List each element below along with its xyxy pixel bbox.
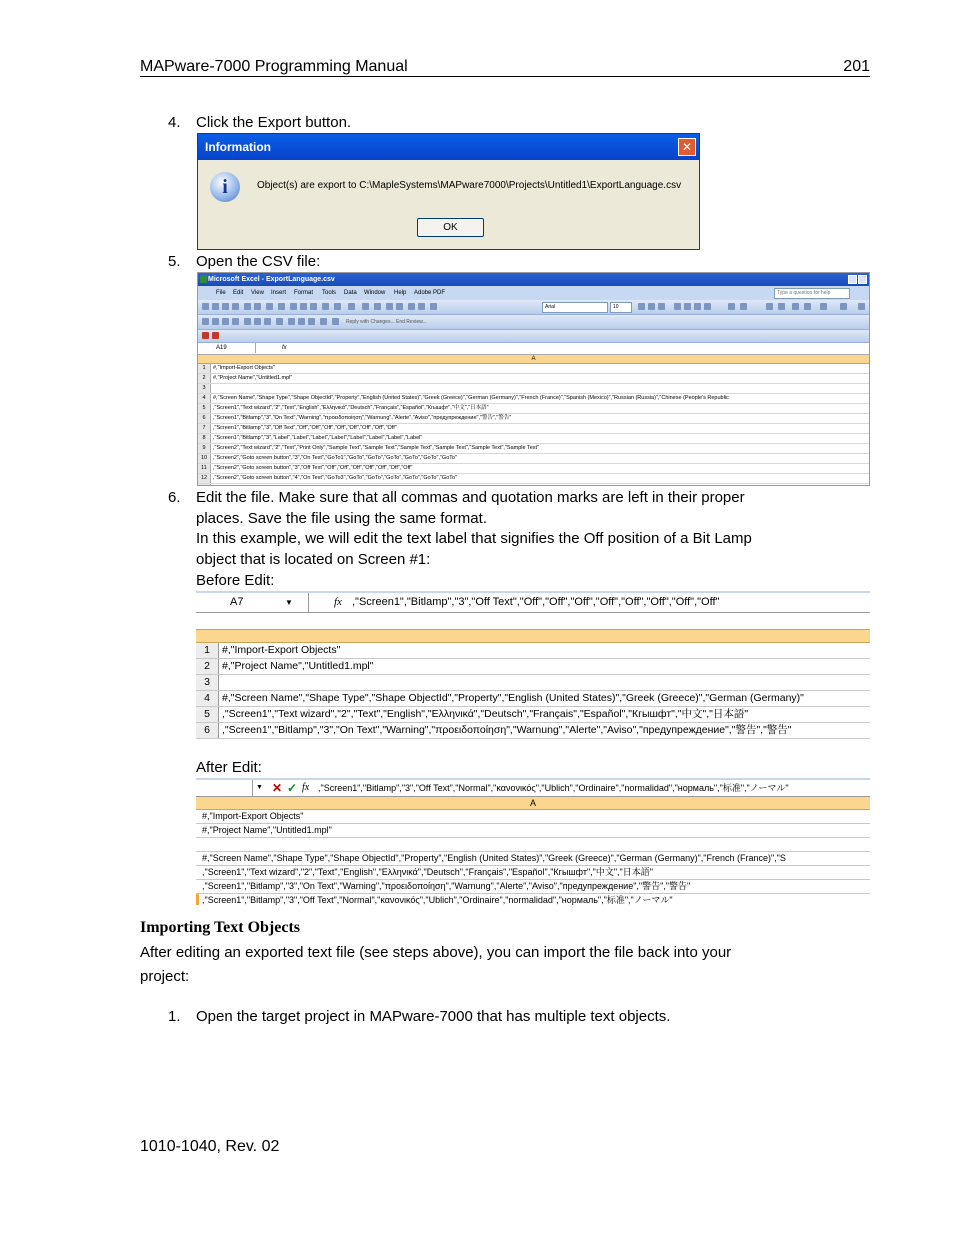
review-icon[interactable] [320, 318, 327, 325]
cell[interactable]: ,"Screen1","Bitlamp","3","Off Text","Normal","κανονικός","Ublich","Ordinaire","normalidad","нормаль","标准","ノーマル" [196, 894, 870, 905]
table-row [196, 723, 870, 739]
cell[interactable]: ,"Screen2","Goto screen button","4","On Text","GoTo3","GoTo","GoTo","GoTo","GoTo","GoTo","GoTo" [213, 475, 458, 481]
cell[interactable]: #,"Import-Export Objects" [213, 365, 275, 371]
fill-color-icon[interactable] [840, 303, 847, 310]
step-text: Open the CSV file: [196, 253, 321, 270]
spelling-icon[interactable] [266, 303, 273, 310]
standard-toolbar [198, 300, 869, 315]
maximize-icon[interactable] [858, 275, 867, 284]
before-edit-screenshot [196, 591, 870, 739]
review-icon[interactable] [222, 318, 229, 325]
review-icon[interactable] [308, 318, 315, 325]
excel-menu-bar [198, 286, 869, 300]
step-6-line-3: In this example, we will edit the text label that signifies the Off position of a Bit Lamp [196, 530, 752, 547]
borders-icon[interactable] [820, 303, 827, 310]
dialog-title: Information [198, 134, 699, 160]
cell[interactable]: #,"Screen Name","Shape Type","Shape ObjectId","Property","English (United States)","Greek (Greece)","German (Germany)","French (France)","Spanish (Mexico)","Russian (Russia)","Chinese (People's Republic [213, 395, 729, 401]
formula-bar [198, 343, 869, 355]
close-icon[interactable]: ✕ [678, 138, 696, 156]
table-row [196, 643, 870, 659]
copy-icon[interactable] [300, 303, 307, 310]
import-intro-line-2: project: [140, 968, 190, 985]
cell[interactable]: #,"Import-Export Objects" [196, 810, 870, 824]
table-row [198, 444, 869, 454]
cell[interactable]: ,"Screen1","Bitlamp","3","Label","Label","Label","Label","Label","Label","Label","Label" [213, 435, 423, 441]
preview-icon[interactable] [254, 303, 261, 310]
formula-bar [196, 593, 870, 613]
table-row [198, 424, 869, 434]
cell[interactable]: #,"Screen Name","Shape Type","Shape ObjectId","Property","English (United States)","Greek (Greece)","German (Germany)" [222, 692, 804, 704]
step-text: Click the Export button. [196, 114, 352, 131]
info-icon: i [210, 172, 240, 202]
extra-toolbar [198, 330, 869, 343]
font-color-icon[interactable] [858, 303, 865, 310]
review-icon[interactable] [332, 318, 339, 325]
review-icon[interactable] [212, 318, 219, 325]
font-name-select[interactable]: Arial [542, 302, 608, 313]
name-box[interactable]: A19 [200, 343, 256, 353]
menu-adobe-pdf[interactable]: Adobe PDF [414, 290, 446, 296]
chevron-down-icon[interactable]: ▼ [285, 598, 293, 607]
cell[interactable]: ,"Screen1","Bitlamp","3","On Text","Warning","προειδοποίηση","Warnung","Alerte","Aviso","предупреждение","警告","警告" [196, 880, 870, 894]
restore-icon[interactable] [848, 275, 857, 284]
step-number: 5. [168, 253, 181, 270]
table-row [198, 414, 869, 424]
sheet-rows [198, 364, 869, 486]
pdf-icon[interactable] [202, 332, 209, 339]
cell[interactable]: #,"Project Name","Untitled1.mpl" [196, 824, 870, 838]
currency-icon[interactable] [728, 303, 735, 310]
row-number[interactable]: 10 [198, 454, 211, 463]
table-row [198, 404, 869, 414]
document-id: 1010-1040, Rev. 02 [140, 1138, 280, 1155]
increase-decimal-icon[interactable] [766, 303, 773, 310]
row-number[interactable]: 3 [198, 384, 211, 393]
cell[interactable]: ,"Screen1","Bitlamp","3","Off Text","Off","Off","Off","Off","Off","Off","Off","Off" [213, 425, 397, 431]
chevron-down-icon[interactable]: ▼ [256, 784, 263, 791]
name-box-value: A7 [230, 596, 244, 608]
step-6-line-2: places. Save the file using the same format. [196, 510, 487, 527]
row-number[interactable]: 6 [198, 414, 211, 423]
step-5 [168, 251, 808, 272]
menu-window[interactable]: Window [364, 290, 386, 296]
sheet-rows [196, 810, 870, 905]
row-number[interactable]: 9 [198, 444, 211, 453]
cell[interactable] [196, 838, 870, 852]
step-number: 6. [168, 489, 181, 506]
align-right-icon[interactable] [694, 303, 701, 310]
table-row [198, 394, 869, 404]
cancel-icon[interactable]: ✕ [272, 781, 283, 795]
row-number[interactable]: 5 [198, 404, 211, 413]
cell[interactable]: ,"Screen1","Text wizard","2","Text","English","Ελληνικά","Deutsch","Français","Español","Кгышфт","中文","日本語" [222, 708, 749, 720]
table-row [196, 659, 870, 675]
decrease-decimal-icon[interactable] [778, 303, 785, 310]
formula-bar [196, 780, 870, 797]
cell[interactable]: ,"Screen1","Bitlamp","3","On Text","Warning","προειδοποίηση","Warnung","Alerte","Aviso","предупреждение","警告","警告" [213, 415, 512, 421]
after-edit-screenshot [196, 778, 870, 905]
review-icon[interactable] [202, 318, 209, 325]
excel-title: Microsoft Excel - ExportLanguage.csv [208, 276, 335, 283]
bold-icon[interactable] [638, 303, 645, 310]
import-step-1 [168, 1006, 808, 1027]
zoom-icon[interactable] [430, 303, 437, 310]
italic-icon[interactable] [648, 303, 655, 310]
review-icon[interactable] [264, 318, 271, 325]
row-number[interactable]: 4 [198, 394, 211, 403]
sheet-rows [196, 643, 870, 739]
table-row [196, 707, 870, 723]
cell[interactable]: #,"Screen Name","Shape Type","Shape ObjectId","Property","English (United States)","Greek (Greece)","German (Germany)","French (France)","S [196, 852, 870, 866]
menu-edit[interactable]: Edit [233, 290, 244, 296]
row-number[interactable]: 7 [198, 424, 211, 433]
table-row [198, 434, 869, 444]
format-painter-icon[interactable] [322, 303, 329, 310]
review-icon[interactable] [232, 318, 239, 325]
review-icon[interactable] [254, 318, 261, 325]
excel-title-bar [198, 273, 869, 286]
open-icon[interactable] [212, 303, 219, 310]
cell[interactable]: #,"Project Name","Untitled1.mpl" [222, 660, 374, 672]
ok-button[interactable]: OK [417, 218, 484, 237]
align-center-icon[interactable] [684, 303, 691, 310]
underline-icon[interactable] [658, 303, 665, 310]
step-4 [168, 112, 808, 133]
row-number[interactable]: 1 [196, 643, 219, 658]
step-number: 4. [168, 114, 181, 131]
before-edit-label: Before Edit: [196, 572, 275, 589]
review-commands[interactable]: Reply with Changes... End Review... [346, 319, 427, 325]
excel-window [197, 272, 870, 486]
row-number[interactable] [198, 484, 211, 486]
name-box[interactable] [196, 593, 309, 612]
formula-value[interactable]: ,"Screen1","Bitlamp","3","Off Text","Off","Off","Off","Off","Off","Off","Off","Off" [352, 596, 720, 608]
table-row [198, 464, 869, 474]
name-box[interactable] [196, 780, 253, 796]
outdent-icon[interactable] [804, 303, 811, 310]
menu-format[interactable]: Format [294, 290, 314, 296]
table-row [196, 675, 870, 691]
merge-icon[interactable] [704, 303, 711, 310]
enter-icon[interactable]: ✓ [287, 781, 298, 795]
import-intro-line-1: After editing an exported text file (see steps above), you can import the file back into your [140, 944, 732, 961]
redo-icon[interactable] [348, 303, 355, 310]
table-row [198, 364, 869, 374]
information-dialog [197, 133, 700, 250]
cell[interactable]: ,"Screen2","Text wizard","2","Text","Print Only","Sample Text","Sample Text","Sample Text","Sample Text","Sample Text","Sample Text" [213, 445, 540, 451]
permission-icon[interactable] [232, 303, 239, 310]
align-left-icon[interactable] [674, 303, 681, 310]
review-icon[interactable] [244, 318, 251, 325]
row-number[interactable]: 4 [196, 691, 219, 706]
row-number[interactable]: 11 [198, 464, 211, 473]
page-header [140, 58, 870, 77]
row-number[interactable]: 3 [196, 675, 219, 690]
percent-icon[interactable] [740, 303, 747, 310]
row-number[interactable]: 2 [196, 659, 219, 674]
excel-app-icon [200, 275, 207, 283]
row-number[interactable]: 6 [196, 723, 219, 738]
step-text: Open the target project in MAPware-7000 that has multiple text objects. [196, 1008, 671, 1025]
review-icon[interactable] [298, 318, 305, 325]
step-text: Edit the file. Make sure that all commas and quotation marks are left in their proper [196, 489, 745, 506]
table-row [198, 484, 869, 486]
review-icon[interactable] [276, 318, 283, 325]
menu-data[interactable]: Data [344, 290, 357, 296]
manual-title: MAPware-7000 Programming Manual [140, 58, 408, 75]
row-number[interactable]: 2 [198, 374, 211, 383]
undo-icon[interactable] [334, 303, 341, 310]
hyperlink-icon[interactable] [362, 303, 369, 310]
cell[interactable]: ,"Screen2","Goto screen button","3","Off Text","Off","Off","Off","Off","Off","Off","Off" [213, 465, 413, 471]
menu-file[interactable]: File [216, 290, 226, 296]
cell[interactable]: #,"Project Name","Untitled1.mpl" [213, 375, 293, 381]
row-number[interactable]: 1 [198, 364, 211, 373]
step-6-line-4: object that is located on Screen #1: [196, 551, 431, 568]
row-number[interactable]: 12 [198, 474, 211, 483]
fx-icon[interactable]: fx [282, 345, 287, 351]
cell[interactable]: ,"Screen2","Goto screen button","3","On Text","GoTo1","GoTo","GoTo","GoTo","GoTo","GoTo","GoTo" [213, 455, 458, 461]
reviewing-toolbar [198, 315, 869, 330]
cell[interactable] [213, 484, 412, 486]
table-row [196, 691, 870, 707]
table-row [198, 384, 869, 394]
paste-icon[interactable] [310, 303, 317, 310]
drawing-icon[interactable] [418, 303, 425, 310]
cell[interactable]: ,"Screen1","Text wizard","2","Text","English","Ελληνικά","Deutsch","Français","Español","Кгышфт","中文","日本語" [196, 866, 870, 880]
new-icon[interactable] [202, 303, 209, 310]
page-number: 201 [843, 58, 870, 75]
section-heading: Importing Text Objects [140, 919, 300, 936]
cell[interactable]: ,"Screen1","Bitlamp","3","On Text","Warning","προειδοποίηση","Warnung","Alerte","Aviso","предупреждение","警告","警告" [222, 724, 792, 736]
column-header-a[interactable]: A [198, 355, 869, 364]
review-icon[interactable] [288, 318, 295, 325]
help-search-input[interactable]: Type a question for help [774, 288, 850, 299]
print-icon[interactable] [244, 303, 251, 310]
fx-icon[interactable]: fx [302, 782, 310, 793]
save-icon[interactable] [222, 303, 229, 310]
table-row [198, 454, 869, 464]
table-row [198, 374, 869, 384]
after-edit-label: After Edit: [196, 759, 262, 776]
indent-icon[interactable] [792, 303, 799, 310]
formula-value[interactable]: ,"Screen1","Bitlamp","3","Off Text","Normal","κανονικός","Ublich","Ordinaire","normalidad","нормаль","标准","ノーマル" [318, 783, 789, 793]
step-number: 1. [168, 1008, 181, 1025]
autosum-icon[interactable] [374, 303, 381, 310]
pdf-icon[interactable] [212, 332, 219, 339]
sort-ascending-icon[interactable] [386, 303, 393, 310]
research-icon[interactable] [278, 303, 285, 310]
cell[interactable]: ,"Screen1","Text wizard","2","Text","English","Ελληνικά","Deutsch","Français","Español","Кгышфт","中文","日本語" [213, 405, 489, 411]
column-header[interactable] [196, 629, 870, 643]
font-size-select[interactable]: 10 [610, 302, 632, 313]
menu-insert[interactable]: Insert [271, 290, 287, 296]
menu-view[interactable]: View [251, 290, 264, 296]
menu-help[interactable]: Help [394, 290, 407, 296]
dialog-message: Object(s) are export to C:\MapleSystems\MAPware7000\Projects\Untitled1\ExportLanguage.csv [257, 180, 682, 191]
step-6 [168, 487, 808, 508]
fx-icon[interactable]: fx [334, 596, 342, 608]
table-row [198, 474, 869, 484]
menu-tools[interactable]: Tools [322, 290, 337, 296]
row-number[interactable]: 5 [196, 707, 219, 722]
sort-descending-icon[interactable] [396, 303, 403, 310]
column-header-a[interactable]: A [196, 797, 870, 810]
cell[interactable]: #,"Import-Export Objects" [222, 644, 341, 656]
row-number[interactable]: 8 [198, 434, 211, 443]
cut-icon[interactable] [290, 303, 297, 310]
chart-wizard-icon[interactable] [408, 303, 415, 310]
